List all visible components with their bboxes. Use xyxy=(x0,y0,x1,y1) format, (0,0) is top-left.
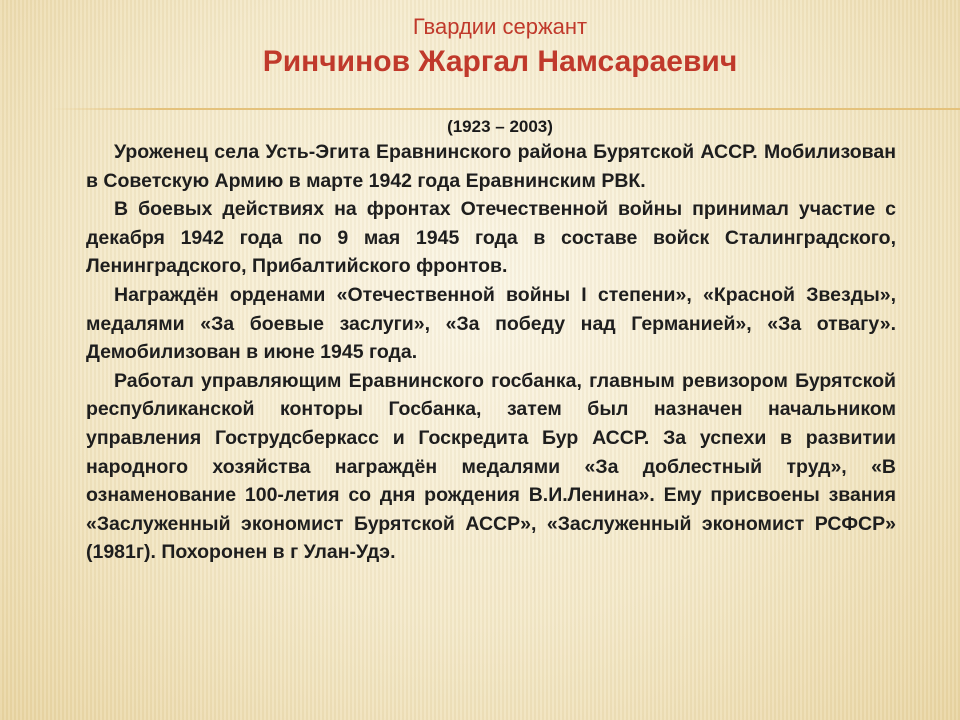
life-years: (1923 – 2003) xyxy=(447,117,553,136)
page-title: Ринчинов Жаргал Намсараевич xyxy=(262,45,738,78)
biography-text xyxy=(86,138,896,567)
rank-subtitle: Гвардии сержант xyxy=(412,14,588,39)
title-divider xyxy=(52,108,960,110)
biography-paragraph-career: Работал управляющим Еравнинского госбанка, главным ревизором Бурятской республиканской конторы Госбанка, затем был назначен начальником управления Гострудсберкасс и Госкредита Бур АССР. За успехи в развитии народного хозяйства награждён медалями «За доблестный труд», «В ознаменование 100-летия со дня рождения В.И.Ленина». Ему присвоены звания «Заслуженный экономист Бурятской АССР», «Заслуженный экономист РСФСР» (1981г). Похоронен в г Улан-Удэ. xyxy=(86,369,896,564)
biography-paragraph-birth: Уроженец села Усть-Эгита Еравнинского района Бурятской АССР. Мобилизован в Советскую Армию в марте 1942 года Еравнинским РВК. xyxy=(86,141,896,192)
biography-paragraph-service: В боевых действиях на фронтах Отечественной войны принимал участие с декабря 1942 года по 9 мая 1945 года в составе войск Сталинградского, Ленинградского, Прибалтийского фронтов. xyxy=(86,198,896,278)
biography-paragraph-awards: Награждён орденами «Отечественной войны I степени», «Красной Звезды», медалями «За боевые заслуги», «За победу над Германией», «За отвагу». Демобилизован в июне 1945 года. xyxy=(86,283,896,364)
